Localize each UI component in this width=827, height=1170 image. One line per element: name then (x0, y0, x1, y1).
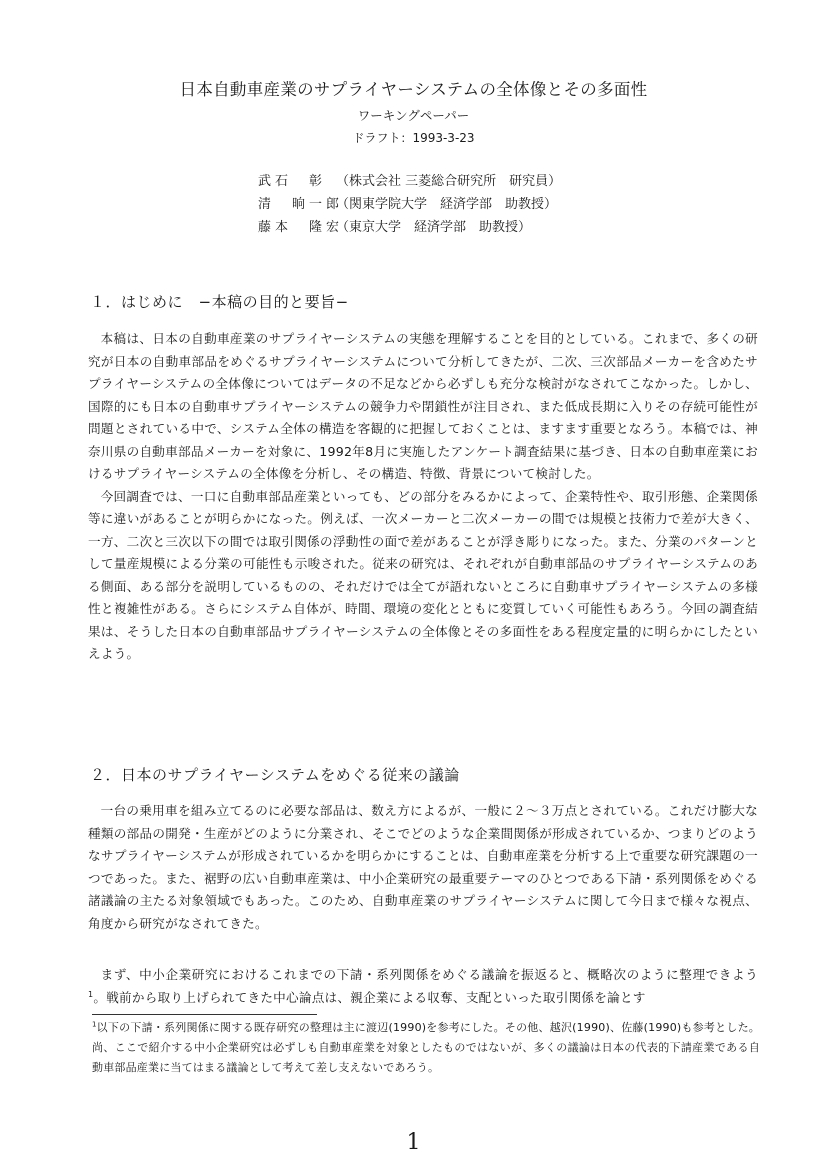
paragraph-text: 。戦前から取り上げられてきた中心論点は、親企業による収奪、支配といった取引関係を論とす (93, 989, 646, 1005)
section-body (88, 328, 758, 666)
paragraph-text: まず、中小企業研究におけるこれまでの下請・系列関係をめぐる議論を振返ると、概略次のように整理できよう (100, 967, 758, 982)
section-heading: １．はじめに −本稿の目的と要旨− (90, 293, 349, 311)
section-body (88, 800, 758, 935)
author-affiliation: （株式会社 三菱総合研究所 研究員） (336, 174, 562, 189)
draft-date: ドラフト：1993-3-23 (352, 131, 475, 145)
page-number: 1 (406, 1130, 421, 1155)
footnote (92, 1018, 760, 1078)
author-list (258, 170, 561, 239)
author-name: 武石 彰 (258, 174, 327, 189)
author-name: 清 晌一郎 (258, 197, 344, 212)
section-body-continued (88, 964, 758, 1009)
paragraph: 一台の乗用車を組み立てるのに必要な部品は、数え方によるが、一般に２〜３万点とされている。これだけ膨大な種類の部品の開発・生産がどのように分業され、そこでどのような企業間関係が形成されているか、つまりどのようなサプライヤーシステムが形成されているかを明らかにすることは、自動車産業を分析する上で重要な研究課題の一つであった。また、裾野の広い自動車産業は、中小企業研究の最重要テーマのひとつである下請・系列関係をめぐる諸議論の主たる対象領域でもあった。このため、自動車産業のサプライヤーシステムに関して今日まで様々な視点、角度から研究がなされてきた。 (88, 803, 758, 931)
paragraph: 今回調査では、一口に自動車部品産業といっても、どの部分をみるかによって、企業特性や、取引形態、企業関係等に違いがあることが明らかになった。例えば、一次メーカーと二次メーカーの間では規模と技術力で差が大きく、一方、二次と三次以下の間では取引関係の浮動性の面で差があることが浮き彫りになった。また、分業のパターンとして量産規模による分業の可能性も示唆された。従来の研究は、それぞれが自動車部品のサプライヤーシステムのある側面、ある部分を説明しているものの、それだけでは全てが語れないところに自動車サプライヤーシステムの多様性と複雑性がある。さらにシステム自体が、時間、環境の変化とともに変質していく可能性もあろう。今回の調査結果は、そうした日本の自動車部品サプライヤーシステムの全体像とその多面性をある程度定量的に明らかにしたといえよう。 (88, 488, 758, 661)
footnote-text: 以下の下請・系列関係に関する既存研究の整理は主に渡辺(1990)を参考にした。その他、越沢(1990)、佐藤(1990)も参考とした。尚、ここで紹介する中小企業研究は必ずしも自動車産業を対象としたものではないが、多くの議論は日本の代表的下請産業である自動車部品産業に当てはまる議論として考えて差し支えないであろう。 (92, 1021, 760, 1074)
paper-title: 日本自動車産業のサプライヤーシステムの全体像とその多面性 (179, 80, 648, 99)
section-heading: ２．日本のサプライヤーシステムをめぐる従来の議論 (90, 766, 460, 784)
footnote-marker: 1 (92, 1020, 97, 1029)
author-row (258, 193, 561, 216)
author-row (258, 216, 561, 239)
author-affiliation: （関東学院大学 経済学部 助教授） (336, 197, 558, 212)
paragraph: 本稿は、日本の自動車産業のサプライヤーシステムの実態を理解することを目的としている。これまで、多くの研究が日本の自動車部品をめぐるサプライヤーシステムについて分析してきたが、二次、三次部品メーカーを含めたサプライヤーシステムの全体像についてはデータの不足などから必ずしも充分な検討がなされてこなかった。しかし、国際的にも日本の自動車サプライヤーシステムの競争力や閉鎖性が注目され、また低成長期に入りその存続可能性が問題とされている中で、システム全体の構造を客観的に把握しておくことは、ますます重要となろう。本稿では、神奈川県の自動車部品メーカーを対象に、1992年8月に実施したアンケート調査結果に基づき、日本の自動車産業におけるサプライヤーシステムの全体像を分析し、その構造、特徴、背景について検討した。 (88, 331, 758, 481)
paragraph (88, 964, 758, 1009)
author-name: 藤本 隆宏 (258, 220, 344, 235)
footnote-divider (92, 1014, 317, 1015)
paper-subtitle: ワーキングペーパー (357, 108, 470, 123)
footnote-reference: 1 (88, 989, 94, 999)
author-row (258, 170, 561, 193)
author-affiliation: （東京大学 経済学部 助教授） (336, 220, 532, 235)
